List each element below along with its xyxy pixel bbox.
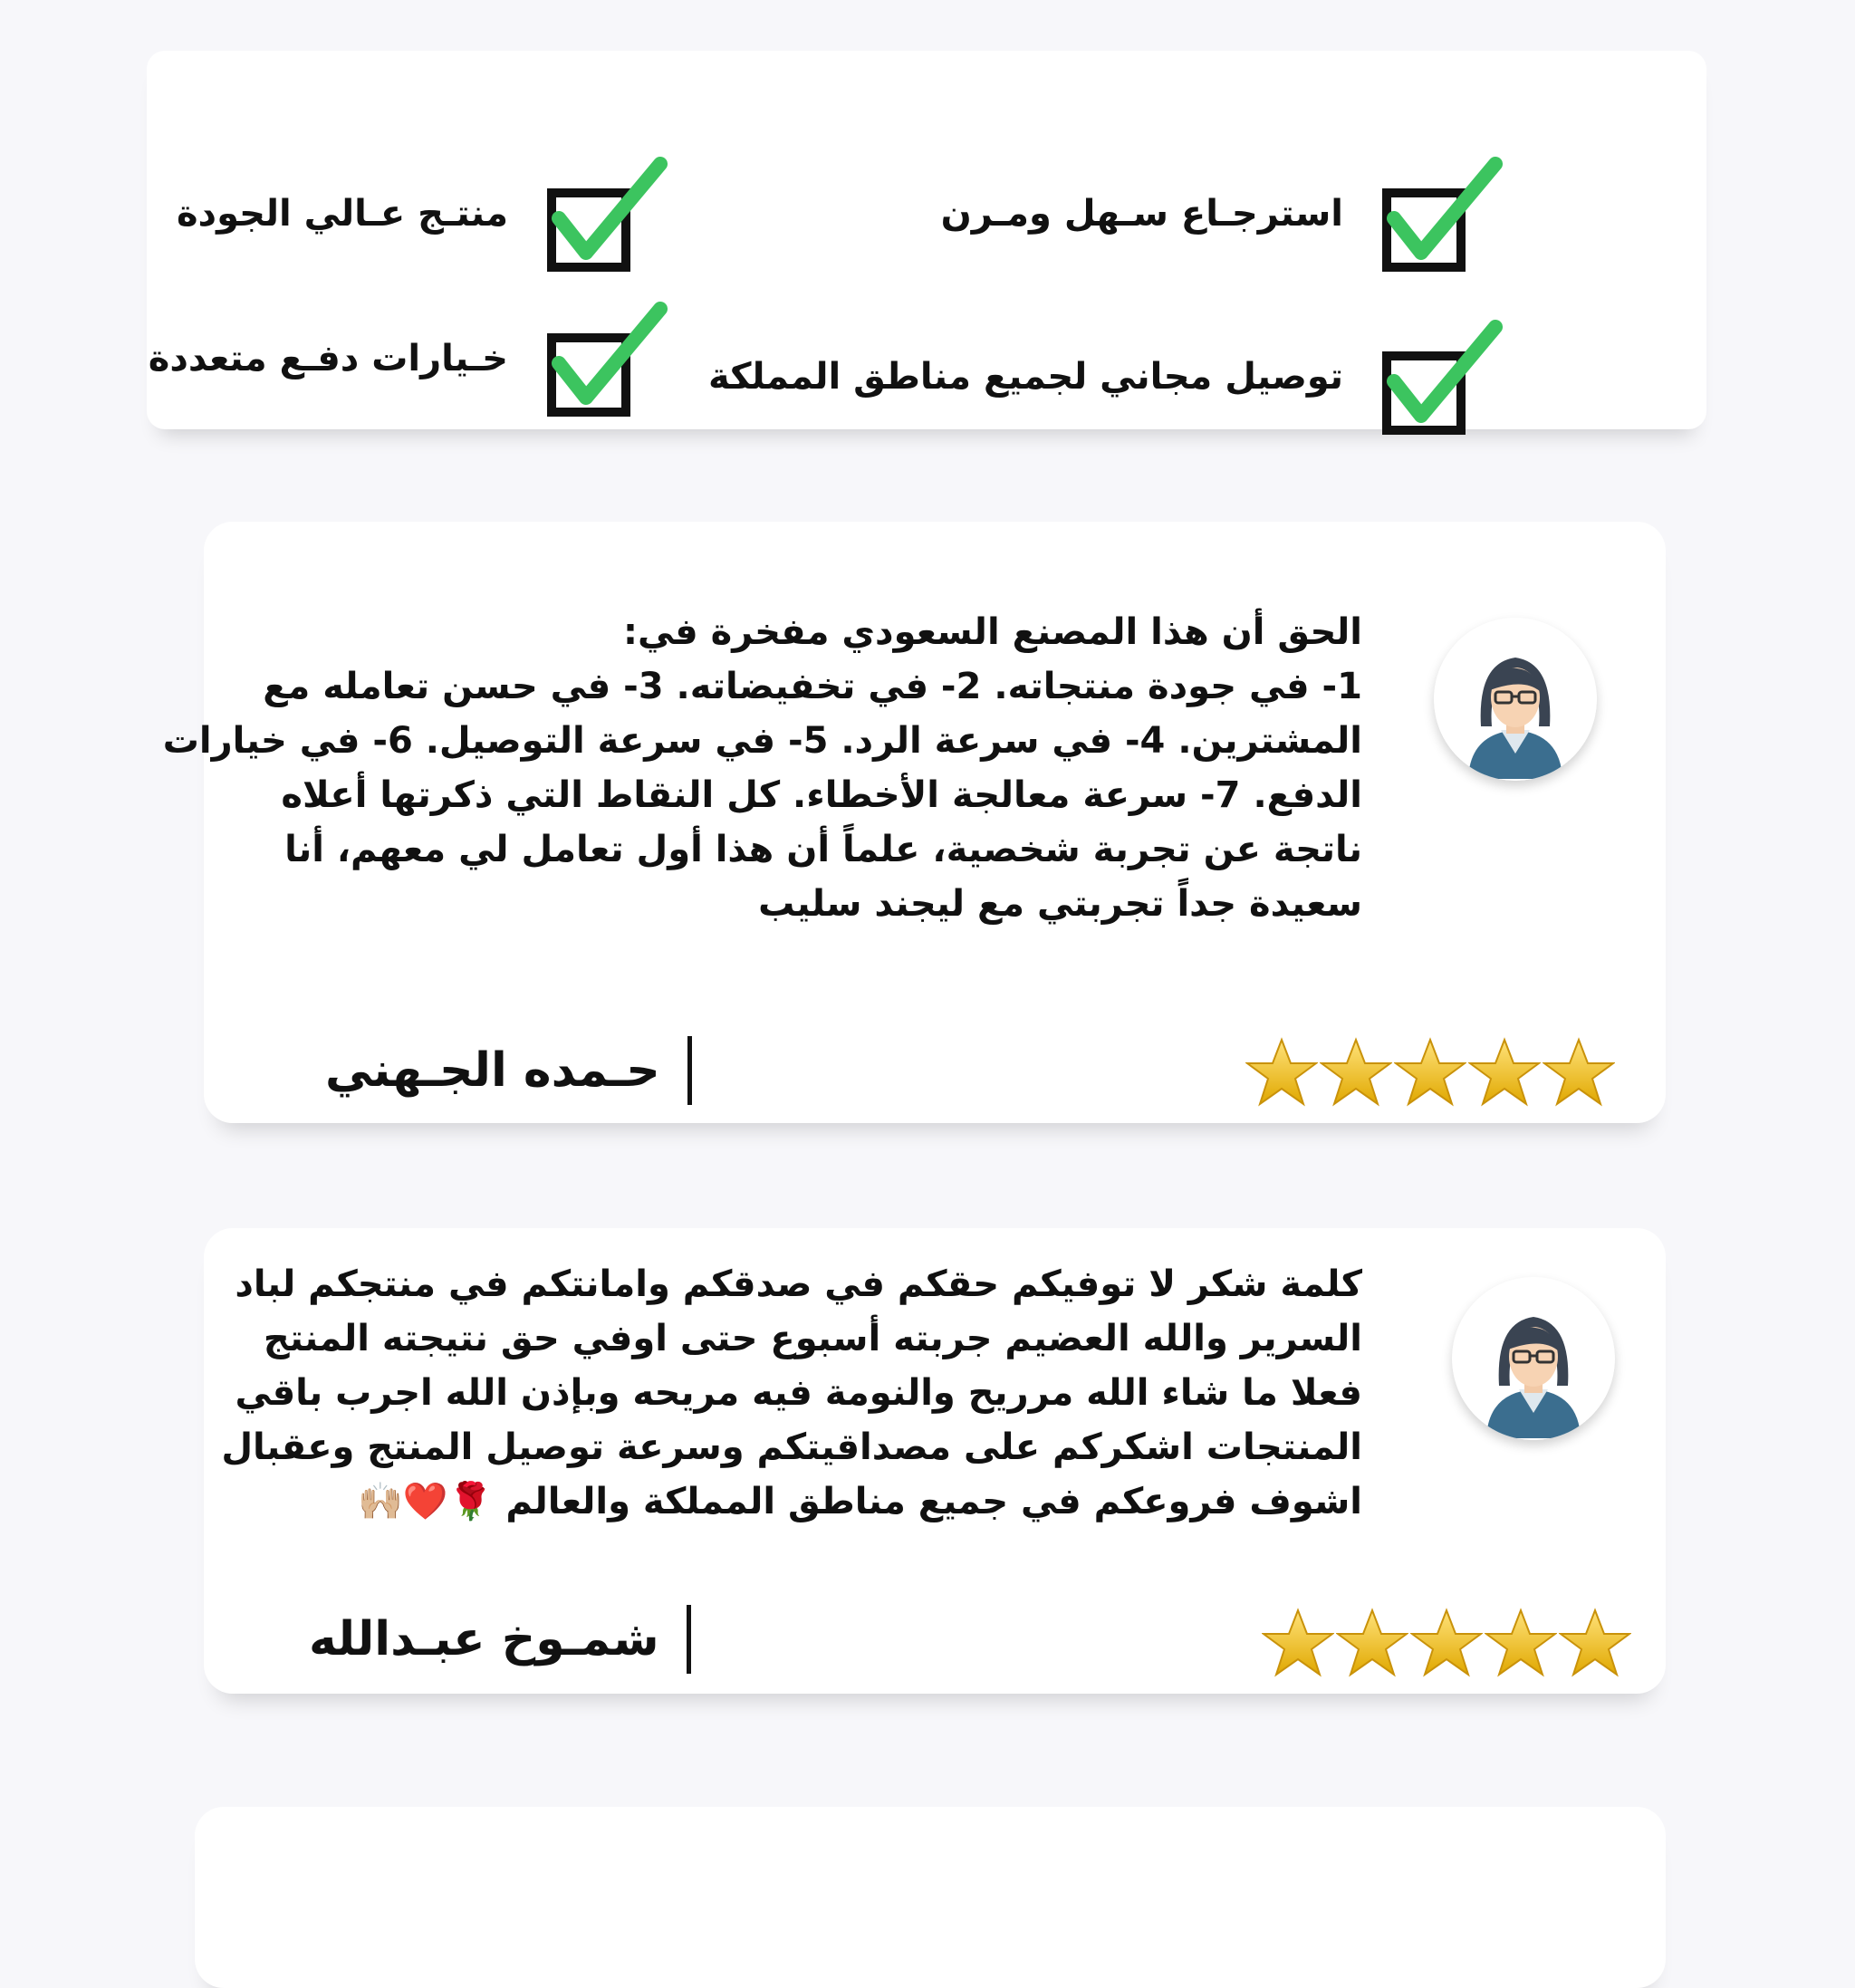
divider (687, 1036, 692, 1105)
star-icon (1320, 1036, 1392, 1109)
review-line: السرير والله العضيم جربته أسبوع حتى اوفي حق نتيجته المنتج (263, 1318, 1362, 1359)
review-card-partial (195, 1807, 1666, 1988)
reviewer (309, 1605, 691, 1674)
review-line: المشترين. 4- في سرعة الرد. 5- في سرعة التوصيل. 6- في خيارات (162, 720, 1362, 762)
review-line: اشوف فروعكم في جميع مناطق المملكة والعالم 🌹❤️🙌🏼 (358, 1481, 1362, 1522)
reviewer-name: شمـوخ عبـدالله (309, 1612, 659, 1666)
star-icon (1394, 1036, 1466, 1109)
review-line: 1- في جودة منتجاته. 2- في تخفيضاته. 3- في حسن تعامله مع (263, 666, 1362, 707)
review-line: المنتجات اشكركم على مصداقيتكم وسرعة توصيل المنتج وعقبال (221, 1426, 1362, 1468)
review-card (162, 522, 1666, 1123)
reviewer-name: حـمده الجـهني (325, 1043, 660, 1098)
reviewer (325, 1036, 692, 1105)
star-icon (1336, 1607, 1408, 1679)
feature-label: خـيارات دفـع متعددة (148, 338, 508, 379)
star-icon (1410, 1607, 1483, 1679)
checkbox-check-icon (532, 291, 668, 427)
star-icon (1262, 1607, 1334, 1679)
feature-easy-returns (941, 150, 1503, 277)
feature-free-delivery (708, 313, 1503, 440)
checkbox-check-icon (1367, 309, 1503, 445)
star-rating (1262, 1607, 1633, 1679)
star-icon (1485, 1607, 1557, 1679)
review-line: الحق أن هذا المصنع السعودي مفخرة في: (623, 611, 1362, 653)
review-text (163, 605, 1362, 931)
review-line: الدفع. 7- سرعة معالجة الأخطاء. كل النقاط التي ذكرتها أعلاه (281, 774, 1362, 816)
review-line: كلمة شكر لا توفيكم حقكم في صدقكم وامانتكم في منتجكم لباد (235, 1263, 1362, 1305)
reviewer-avatar-icon (1434, 618, 1597, 781)
feature-label: توصيل مجاني لجميع مناطق المملكة (708, 356, 1343, 398)
features-card (147, 51, 1706, 429)
checkbox-check-icon (532, 146, 668, 282)
star-icon (1543, 1036, 1615, 1109)
divider (687, 1605, 691, 1674)
star-icon (1559, 1607, 1631, 1679)
feature-high-quality (177, 150, 668, 277)
reviewer-avatar-icon (1452, 1277, 1615, 1440)
checkbox-check-icon (1367, 146, 1503, 282)
feature-payment-options (149, 295, 668, 422)
review-line: سعيدة جداً تجربتي مع ليجند سليب (758, 883, 1362, 925)
review-card (204, 1228, 1666, 1694)
feature-label: منتـج عـالي الجودة (176, 193, 508, 235)
review-text (221, 1257, 1362, 1529)
star-icon (1468, 1036, 1541, 1109)
review-line: فعلا ما شاء الله مرريح والنومة فيه مريحه وبإذن الله اجرب باقي (235, 1372, 1362, 1414)
star-icon (1245, 1036, 1318, 1109)
feature-label: استرجـاع سـهل ومـرن (940, 193, 1343, 235)
review-line: ناتجة عن تجربة شخصية، علماً أن هذا أول تعامل لي معهم، أنا (284, 829, 1362, 870)
star-rating (1245, 1036, 1617, 1109)
